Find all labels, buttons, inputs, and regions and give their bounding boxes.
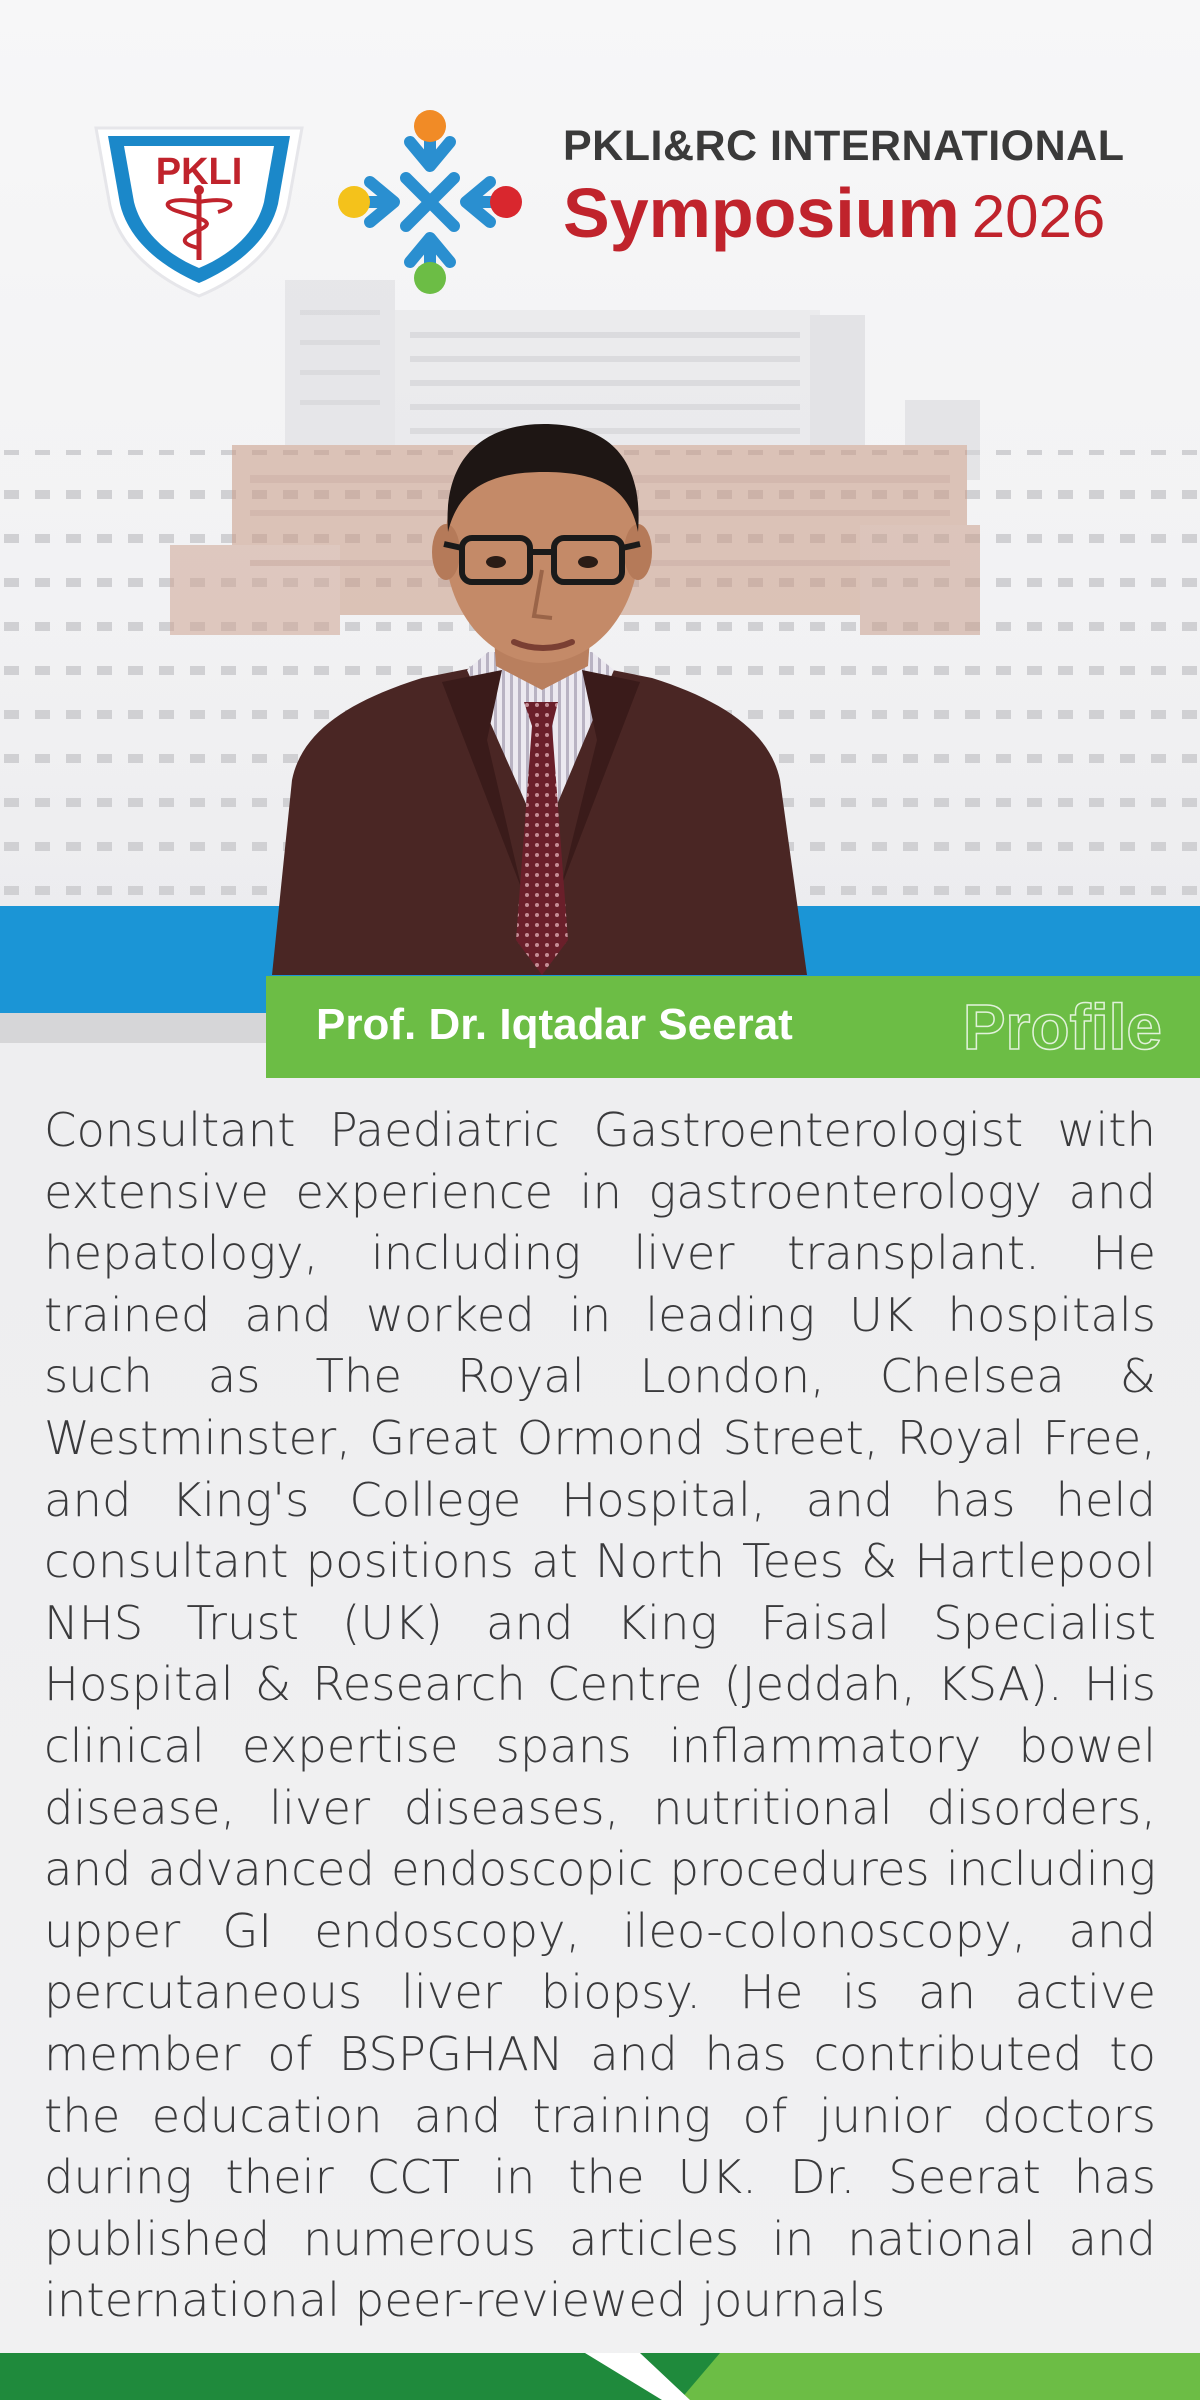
speaker-portrait — [262, 420, 822, 975]
gray-band — [0, 1013, 268, 1043]
symposium-cross-logo — [332, 104, 528, 300]
pkli-shield-logo — [88, 110, 310, 300]
speaker-biography: Consultant Paediatric Gastroenterologist with extensive experience in gastroenterology and hepatology, including liver transplant. He trained and worked in leading UK hospitals such as The Royal London, Chelsea & Westminster, Great Ormond Street, Royal Free, and King's College Hospital, and has held consultant positions at North Tees & Hartlepool NHS Trust (UK) and King Faisal Specialist Hospital & Research Centre (Jeddah, KSA). His clinical expertise spans inflammatory bowel disease, liver diseases, nutritional disorders, and advanced endoscopic procedures including upper GI endoscopy, ileo-colonoscopy, and percutaneous liver biopsy. He is an active member of BSPGHAN and has contributed to the education and training of junior doctors during their CCT in the UK. Dr. Seerat has published numerous articles in national and international peer-reviewed journals — [44, 1103, 1156, 2328]
footer-stripe — [0, 2353, 1200, 2400]
event-title-word: Symposium — [563, 174, 960, 252]
event-title-line2 — [563, 173, 1125, 253]
event-title — [563, 122, 1125, 253]
logo-text: PKLI — [155, 151, 243, 193]
event-title-line1: PKLI&RC INTERNATIONAL — [563, 122, 1125, 170]
event-year: 2026 — [971, 183, 1106, 250]
profile-label: Profile — [962, 991, 1162, 1063]
speaker-name: Prof. Dr. Iqtadar Seerat — [316, 1000, 793, 1049]
name-bar — [266, 976, 1200, 1078]
